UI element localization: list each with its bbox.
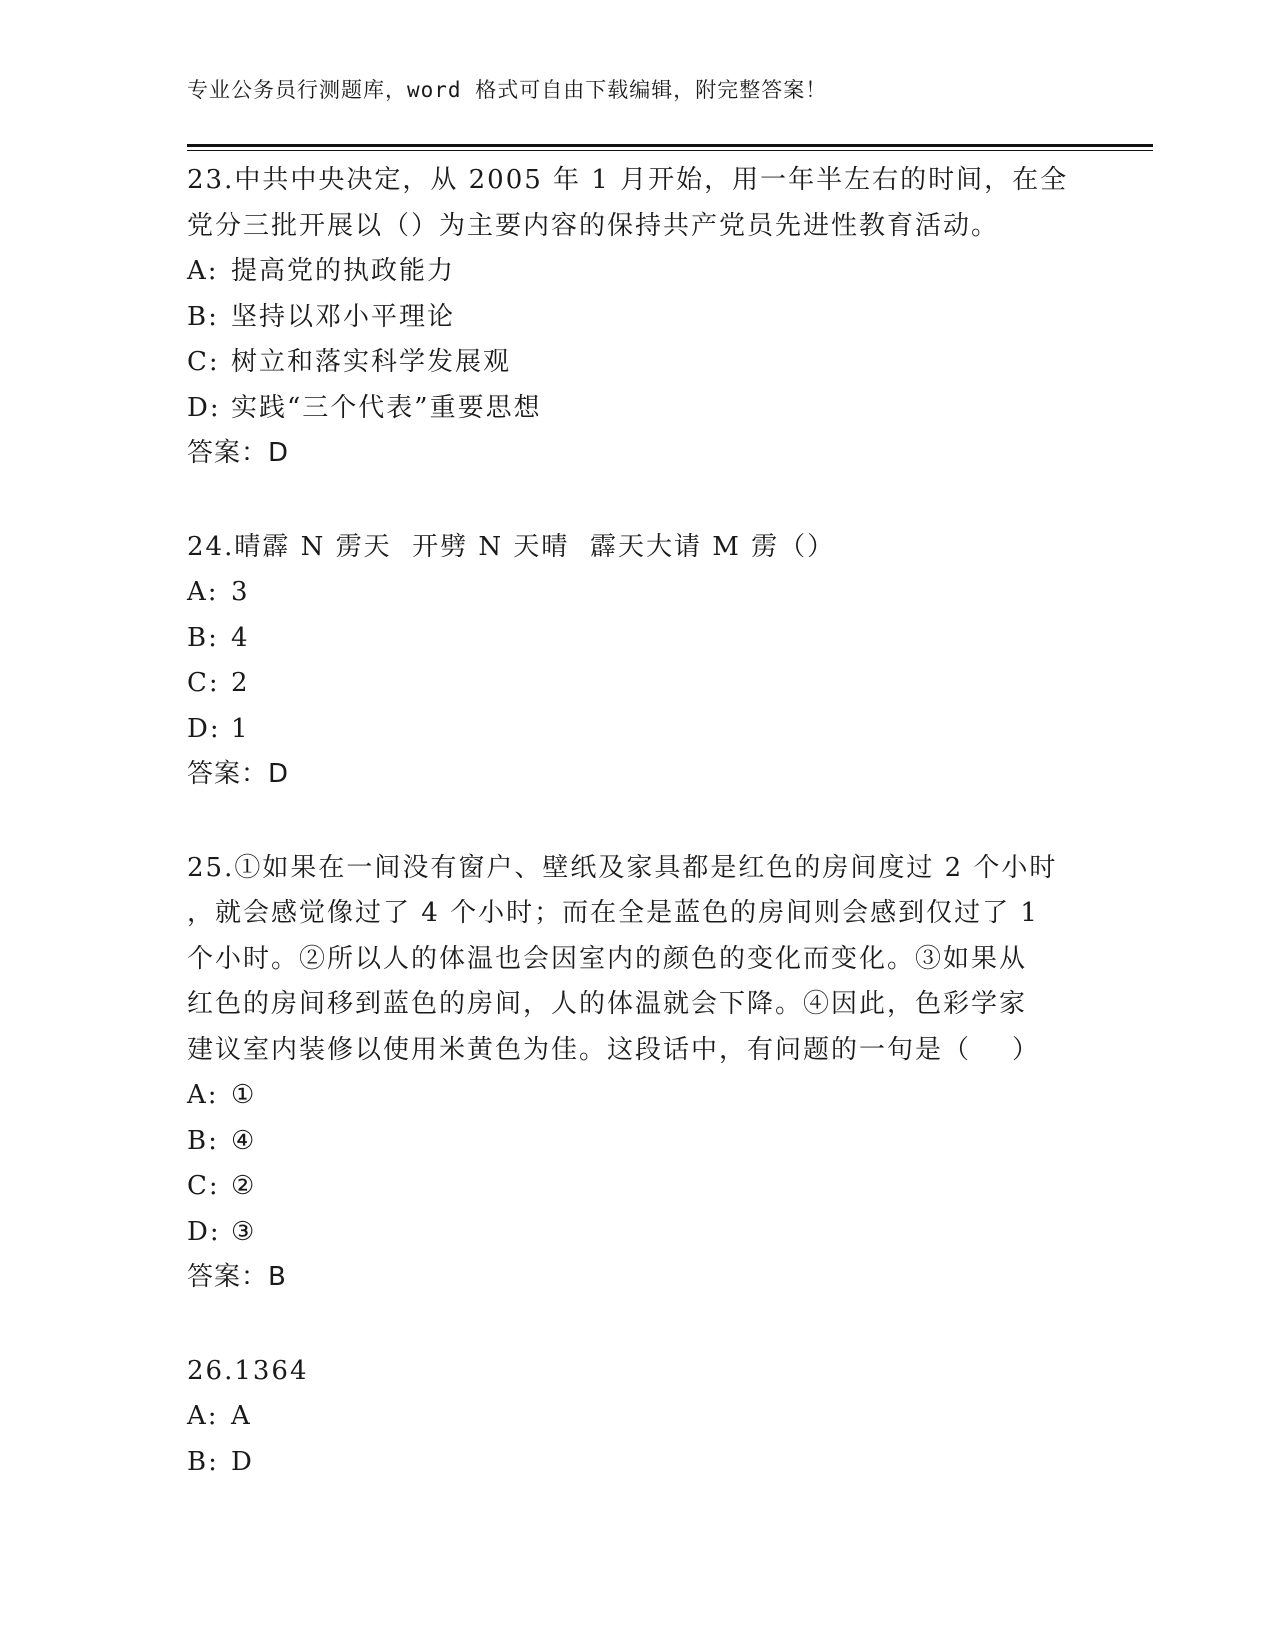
option-c [187, 1164, 1087, 1210]
option-text: 坚持以邓小平理论 [231, 301, 456, 332]
option-text: 3 [231, 577, 250, 607]
stem-line: 24.晴霹 N 雳天 开劈 N 天晴 霹天大请 M 雳（） [187, 531, 836, 562]
option-key: A: [187, 1401, 219, 1431]
question-stem [187, 1349, 1087, 1395]
option-text: 树立和落实科学发展观 [231, 347, 512, 377]
stem-line: 建议室内装修以使用米黄色为佳。这段话中，有问题的一句是（ ） [187, 1034, 1041, 1065]
question-stem [187, 846, 1087, 1074]
question-stem [187, 158, 1087, 249]
option-a [187, 249, 1087, 295]
option-b [187, 295, 1087, 341]
option-text: ④ [231, 1125, 257, 1156]
question-stem [187, 525, 1087, 571]
option-key: B: [187, 1125, 219, 1156]
option-b [187, 1440, 1087, 1486]
stem-line: 23.中共中央决定，从 2005 年 1 月开始，用一年半左右的时间，在全 [187, 165, 1069, 195]
answer: 答案：B [187, 1262, 287, 1292]
option-key: C: [187, 1171, 220, 1201]
option-a [187, 1394, 1087, 1440]
option-text: A [231, 1401, 252, 1431]
stem-line: 25.①如果在一间没有窗户、壁纸及家具都是红色的房间度过 2 个小时 [187, 852, 1058, 883]
header-rule-thick [187, 144, 1153, 147]
option-b [187, 1119, 1087, 1165]
stem-line: ，就会感觉像过了 4 个小时；而在全是蓝色的房间则会感到仅过了 1 [187, 898, 1039, 928]
document-header: 专业公务员行测题库，word 格式可自由下载编辑，附完整答案！ [187, 78, 828, 102]
option-key: D: [187, 1216, 221, 1247]
option-key: A: [187, 577, 219, 607]
option-d [187, 1210, 1087, 1256]
question-23 [187, 158, 1087, 477]
option-a [187, 1073, 1087, 1119]
option-key: A: [187, 1080, 219, 1110]
option-key: D: [187, 392, 221, 423]
option-key: A: [187, 256, 219, 286]
option-b [187, 616, 1087, 662]
option-a [187, 570, 1087, 616]
question-list [187, 158, 1087, 1533]
option-text: ① [231, 1080, 257, 1110]
question-24 [187, 525, 1087, 798]
option-text: ③ [231, 1216, 257, 1247]
question-26 [187, 1349, 1087, 1486]
answer: 答案：D [187, 438, 290, 468]
stem-line: 26.1364 [187, 1355, 309, 1386]
question-25 [187, 846, 1087, 1301]
stem-line: 个小时。②所以人的体温也会因室内的颜色的变化而变化。③如果从 [187, 943, 1028, 974]
option-key: C: [187, 347, 220, 377]
option-key: D: [187, 713, 221, 744]
option-text: 1 [231, 713, 250, 744]
option-c [187, 340, 1087, 386]
option-d [187, 707, 1087, 753]
option-c [187, 661, 1087, 707]
answer: 答案：D [187, 759, 290, 789]
header-rule-thin [187, 150, 1153, 151]
option-text: ② [231, 1171, 257, 1201]
option-text: 实践“三个代表”重要思想 [231, 392, 542, 423]
option-key: B: [187, 301, 219, 332]
option-text: 2 [231, 668, 250, 698]
option-key: C: [187, 668, 220, 698]
option-text: 4 [231, 622, 250, 653]
option-text: 提高党的执政能力 [231, 256, 456, 286]
stem-line: 红色的房间移到蓝色的房间，人的体温就会下降。④因此，色彩学家 [187, 989, 1028, 1019]
option-key: B: [187, 1446, 219, 1477]
option-text: D [231, 1446, 254, 1477]
option-d [187, 386, 1087, 432]
option-key: B: [187, 622, 219, 653]
stem-line: 党分三批开展以（）为主要内容的保持共产党员先进性教育活动。 [187, 210, 1000, 241]
